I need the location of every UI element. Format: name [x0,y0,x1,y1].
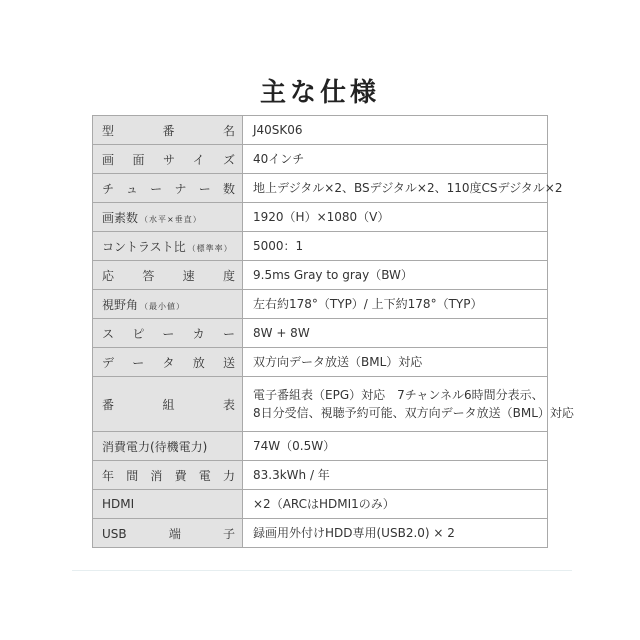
spec-value: 1920（H）×1080（V） [243,203,548,232]
spec-row-response [93,261,548,290]
spec-row-contrast [93,232,548,261]
spec-value: 左右約178°（TYP）/ 上下約178°（TYP） [243,290,548,319]
spec-label-text: 番組表 [102,397,235,412]
spec-label [93,319,243,348]
spec-row-hdmi [93,490,548,519]
spec-value: 地上デジタル×2、BSデジタル×2、110度CSデジタル×2 [243,174,548,203]
spec-row-usb [93,519,548,548]
spec-label [93,203,243,232]
spec-label-text: スピーカー [102,326,235,341]
spec-label-main: コントラスト比 [102,239,186,254]
bottom-divider [72,570,572,571]
spec-label [93,519,243,548]
spec-table [92,115,574,548]
spec-label [93,490,243,519]
spec-label-note: （最小値） [140,301,186,311]
spec-label-text: 年間消費電力 [102,468,235,483]
spec-row-screen-size [93,145,548,174]
spec-label-note: （水平×垂直） [140,214,202,224]
spec-value: 5000：1 [243,232,548,261]
spec-value: J40SK06 [243,116,548,145]
spec-label-text: データ放送 [102,355,235,370]
spec-value: 双方向データ放送（BML）対応 [243,348,548,377]
spec-label-text: 型 番 名 [102,123,235,138]
spec-value: 録画用外付けHDD専用(USB2.0) × 2 [243,519,548,548]
spec-row-data-broadcast [93,348,548,377]
spec-row-program-guide [93,377,548,432]
spec-value: 40インチ [243,145,548,174]
spec-label [93,432,243,461]
spec-label-text: 画面サイズ [102,152,235,167]
spec-value: ×2（ARCはHDMI1のみ） [243,490,548,519]
spec-row-tuners [93,174,548,203]
spec-row-pixels [93,203,548,232]
spec-label-text [102,209,235,226]
spec-label-main: 視野角 [102,297,139,312]
spec-value: 83.3kWh / 年 [243,461,548,490]
spec-label [93,145,243,174]
spec-label-text [102,238,235,255]
spec-value-line: 電子番組表（EPG）対応 7チャンネル6時間分表示、 [253,388,544,402]
spec-label-text: HDMI [102,497,135,511]
spec-label-text: 消費電力(待機電力) [102,439,208,454]
spec-value: 8W + 8W [243,319,548,348]
spec-label [93,290,243,319]
spec-value: 9.5ms Gray to gray（BW） [243,261,548,290]
spec-label-text: USB端子 [102,526,235,541]
spec-value [243,377,574,432]
spec-label-text [102,296,235,313]
spec-value-line: 8日分受信、視聴予約可能、双方向データ放送（BML）対応 [253,406,574,420]
spec-label [93,116,243,145]
spec-label [93,174,243,203]
spec-label-text: チューナー数 [102,181,235,196]
spec-label [93,461,243,490]
spec-row-annual-power [93,461,548,490]
spec-label [93,348,243,377]
spec-row-model [93,116,548,145]
spec-value: 74W（0.5W） [243,432,548,461]
spec-label-text: 応答速度 [102,268,235,283]
page-title: 主な仕様 [259,78,380,108]
spec-row-viewing-angle [93,290,548,319]
spec-label-note: （標準率） [187,243,233,253]
spec-row-power [93,432,548,461]
spec-label [93,232,243,261]
spec-row-speaker [93,319,548,348]
spec-label [93,377,243,432]
spec-label [93,261,243,290]
spec-label-main: 画素数 [102,210,139,225]
